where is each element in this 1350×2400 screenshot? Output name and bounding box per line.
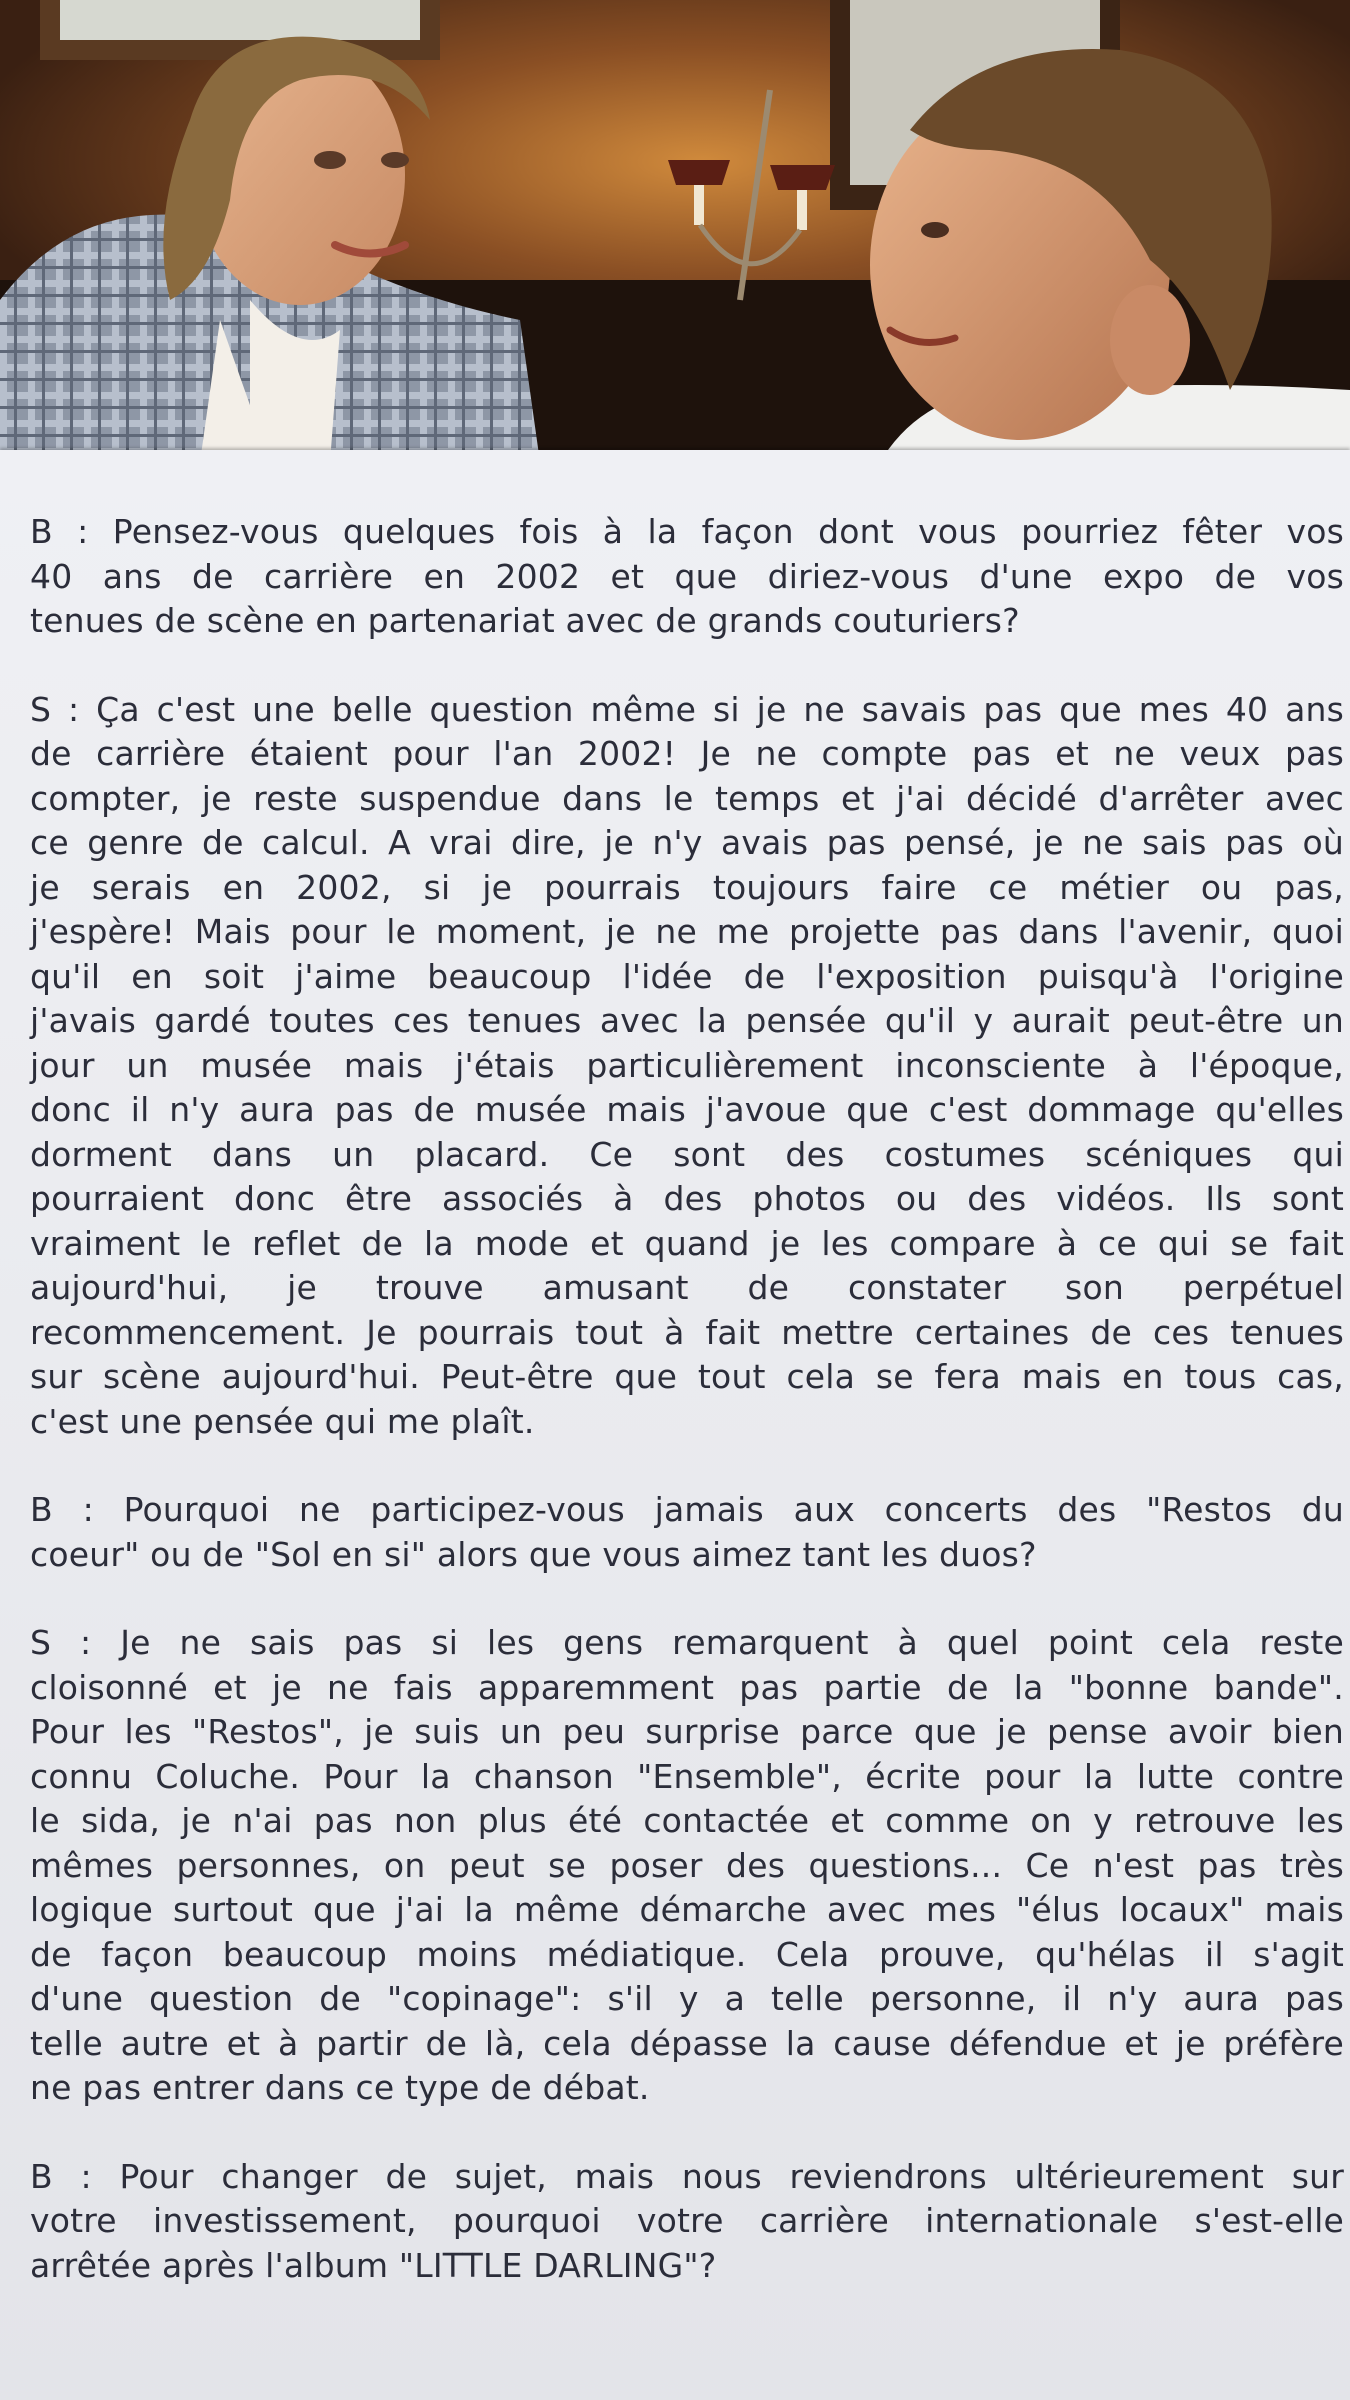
interview-text	[30, 510, 1344, 2332]
text-line: B : Pensez-vous quelques fois à la façon dont vous pourriez fêter vos	[30, 512, 1344, 551]
interview-photo	[0, 0, 1350, 462]
text-line: B : Pourquoi ne participez-vous jamais aux concerts des "Restos du	[30, 1490, 1344, 1529]
text-line: votre investissement, pourquoi votre carrière internationale s'est-elle	[30, 2201, 1344, 2240]
text-line: Pour les "Restos", je suis un peu surprise parce que je pense avoir bien	[30, 1712, 1344, 1751]
text-line: compter, je reste suspendue dans le temps et j'ai décidé d'arrêter avec	[30, 778, 1344, 818]
text-line: le sida, je n'ai pas non plus été contactée et comme on y retrouve les	[30, 1801, 1344, 1840]
text-line: dorment dans un placard. Ce sont des costumes scéniques qui	[30, 1134, 1344, 1174]
answer-s-1	[30, 688, 1344, 1445]
text-line: aujourd'hui, je trouve amusant de constater son perpétuel	[30, 1268, 1344, 1307]
text-line: de carrière étaient pour l'an 2002! Je ne compte pas et ne veux pas	[30, 734, 1344, 773]
text-line: tenues de scène en partenariat avec de grands couturiers?	[30, 601, 1020, 640]
text-line: d'une question de "copinage": s'il y a telle personne, il n'y aura pas	[30, 1979, 1344, 2018]
text-line: S : Ça c'est une belle question même si je ne savais pas que mes 40 ans	[30, 689, 1344, 729]
text-line: coeur" ou de "Sol en si" alors que vous aimez tant les duos?	[30, 1534, 1037, 1574]
text-line: telle autre et à partir de là, cela dépasse la cause défendue et je préfère	[30, 2023, 1344, 2063]
printed-page	[0, 450, 1350, 2400]
photo-two-people-icon	[0, 0, 1350, 462]
text-line: j'espère! Mais pour le moment, je ne me projette pas dans l'avenir, quoi	[30, 912, 1344, 951]
text-line: arrêtée après l'album "LITTLE DARLING"?	[30, 2245, 717, 2285]
text-line: B : Pour changer de sujet, mais nous reviendrons ultérieurement sur	[30, 2156, 1344, 2196]
text-line: j'avais gardé toutes ces tenues avec la pensée qu'il y aurait peut-être un	[30, 1001, 1344, 1040]
text-line: vraiment le reflet de la mode et quand je les compare à ce qui se fait	[30, 1223, 1344, 1263]
text-line: pourraient donc être associés à des photos ou des vidéos. Ils sont	[30, 1179, 1344, 1218]
text-line: recommencement. Je pourrais tout à fait mettre certaines de ces tenues	[30, 1312, 1344, 1352]
text-line: jour un musée mais j'étais particulièrement inconsciente à l'époque,	[30, 1045, 1344, 1085]
text-line: ne pas entrer dans ce type de débat.	[30, 2068, 650, 2107]
text-line: mêmes personnes, on peut se poser des questions... Ce n'est pas très	[30, 1845, 1344, 1885]
question-b-3	[30, 2155, 1344, 2289]
text-line: S : Je ne sais pas si les gens remarquent à quel point cela reste	[30, 1623, 1344, 1662]
text-line: sur scène aujourd'hui. Peut-être que tout cela se fera mais en tous cas,	[30, 1357, 1344, 1396]
text-line: 40 ans de carrière en 2002 et que diriez-vous d'une expo de vos	[30, 556, 1344, 596]
answer-s-2	[30, 1621, 1344, 2111]
text-line: je serais en 2002, si je pourrais toujours faire ce métier ou pas,	[30, 867, 1344, 907]
text-line: donc il n'y aura pas de musée mais j'avoue que c'est dommage qu'elles	[30, 1090, 1344, 1129]
text-line: ce genre de calcul. A vrai dire, je n'y avais pas pensé, je ne sais pas où	[30, 823, 1344, 862]
question-b-2	[30, 1488, 1344, 1577]
text-line: logique surtout que j'ai la même démarche avec mes "élus locaux" mais	[30, 1890, 1344, 1929]
text-line: c'est une pensée qui me plaît.	[30, 1401, 535, 1441]
text-line: qu'il en soit j'aime beaucoup l'idée de l'exposition puisqu'à l'origine	[30, 956, 1344, 996]
text-line: de façon beaucoup moins médiatique. Cela prouve, qu'hélas il s'agit	[30, 1934, 1344, 1974]
text-line: cloisonné et je ne fais apparemment pas partie de la "bonne bande".	[30, 1667, 1344, 1707]
text-line: connu Coluche. Pour la chanson "Ensemble", écrite pour la lutte contre	[30, 1756, 1344, 1796]
question-b-1	[30, 510, 1344, 644]
